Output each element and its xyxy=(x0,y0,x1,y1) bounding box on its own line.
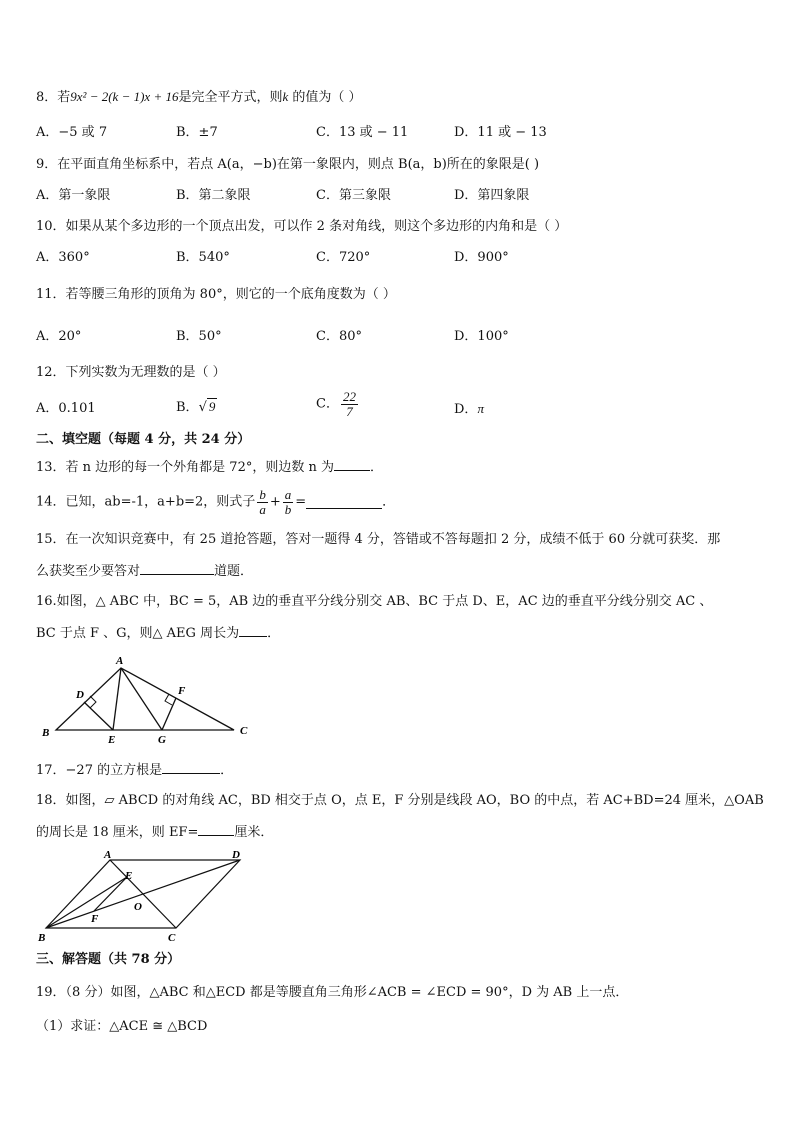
label-f: F xyxy=(178,685,186,697)
label-a: A xyxy=(104,849,112,861)
q18-line2-post: 厘米． xyxy=(234,825,274,840)
q14-answer-blank xyxy=(306,496,382,509)
q8-var: k xyxy=(282,89,289,104)
q8-suffix2: 的值为（ ） xyxy=(288,90,362,105)
question-18-line-2 xyxy=(36,823,273,842)
q8-expression: 9x² − 2(k − 1)x + 16 xyxy=(70,89,179,104)
q16-triangle-figure xyxy=(36,652,266,744)
question-17 xyxy=(36,761,233,780)
label-d: D xyxy=(76,689,84,701)
q12-option-a: A．0.101 xyxy=(36,401,96,416)
question-18-line-1: 18．如图，▱ ABCD 的对角线 AC，BD 相交于点 O，点 E，F 分别是线段 AO，BO 的中点，若 AC+BD=24 厘米，△OAB xyxy=(36,793,764,808)
question-8 xyxy=(36,88,362,107)
q12-option-c-label: C． xyxy=(316,396,339,412)
q18-line2-pre: 的周长是 18 厘米，则 EF= xyxy=(36,825,199,840)
section-3-heading: 三、解答题（共 78 分） xyxy=(36,952,181,967)
q14-f2-numerator: a xyxy=(284,487,292,502)
q8-prefix: 8．若 xyxy=(36,90,71,105)
q17-end: ． xyxy=(220,763,234,778)
q12-option-d-value: π xyxy=(477,401,484,416)
q10-option-a: A．360° xyxy=(36,250,90,265)
q18-answer-blank xyxy=(198,823,234,836)
question-13 xyxy=(36,458,383,477)
q18-parallelogram-figure xyxy=(34,848,250,944)
q10-option-d: D．900° xyxy=(454,250,509,265)
q8-option-a: A．−5 或 7 xyxy=(36,125,108,140)
q17-answer-blank xyxy=(162,761,220,774)
question-19-line-1: 19．（8 分）如图，△ABC 和△ECD 都是等腰直角三角形∠ACB = ∠ECD = 90°，D 为 AB 上一点． xyxy=(36,985,629,1000)
sqrt-symbol: √ 9 xyxy=(198,399,216,415)
q8-option-d: D．11 或 − 13 xyxy=(454,125,547,140)
right-angle-mark-d xyxy=(90,696,96,708)
q14-plus: + xyxy=(269,494,281,510)
question-15-line-2 xyxy=(36,562,253,581)
q12-option-b-radicand: 9 xyxy=(208,399,216,414)
section-2-heading: 二、填空题（每题 4 分，共 24 分） xyxy=(36,432,251,447)
q8-option-b: B．±7 xyxy=(176,125,218,140)
q10-option-b: B．540° xyxy=(176,250,230,265)
q16-line2-post: ． xyxy=(267,626,281,641)
q8-suffix: 是完全平方式，则 xyxy=(178,90,283,105)
q16-answer-blank xyxy=(239,624,267,637)
diagonal-bd xyxy=(46,860,240,928)
q12-option-d xyxy=(454,400,484,419)
q9-option-b: B．第二象限 xyxy=(176,188,251,203)
q14-fraction-1 xyxy=(257,488,268,517)
question-9: 9．在平面直角坐标系中，若点 A(a，−b)在第一象限内，则点 B(a，b)所在的象限是( ) xyxy=(36,157,540,172)
label-c: C xyxy=(240,725,248,737)
q14-f1-denominator: a xyxy=(259,502,266,517)
q12-option-b-label: B． xyxy=(176,400,199,415)
label-a: A xyxy=(116,655,124,667)
q12-option-b xyxy=(176,398,217,417)
q11-option-d: D．100° xyxy=(454,329,509,344)
question-14 xyxy=(36,488,395,517)
ae-line xyxy=(113,668,121,730)
question-15-line-1: 15．在一次知识竞赛中，有 25 道抢答题，答对一题得 4 分，答错或不答每题扣 2 分，成绩不低于 60 分就可获奖．那 xyxy=(36,532,721,547)
q11-option-c: C．80° xyxy=(316,329,362,344)
q16-line2-pre: BC 于点 F 、G，则△ AEG 周长为 xyxy=(36,626,240,641)
de-line xyxy=(84,702,113,730)
q13-answer-blank xyxy=(334,458,370,471)
q12-option-c-denominator: 7 xyxy=(346,404,353,419)
question-10: 10．如果从某个多边形的一个顶点出发，可以作 2 条对角线，则这个多边形的内角和是（ ） xyxy=(36,219,568,234)
q11-option-b: B．50° xyxy=(176,329,222,344)
q9-option-d: D．第四象限 xyxy=(454,188,530,203)
q15-line2-post: 道题． xyxy=(214,564,254,579)
q12-option-c-numerator: 22 xyxy=(342,389,356,404)
q9-option-a: A．第一象限 xyxy=(36,188,111,203)
q14-f1-numerator: b xyxy=(259,487,266,502)
q12-option-c-fraction xyxy=(341,390,358,419)
q8-option-c: C．13 或 − 11 xyxy=(316,125,409,140)
label-e: E xyxy=(125,870,133,882)
question-11: 11．若等腰三角形的顶角为 80°，则它的一个底角度数为（ ） xyxy=(36,287,396,302)
label-e: E xyxy=(108,734,116,744)
q10-option-c: C．720° xyxy=(316,250,371,265)
q13-text: 13．若 n 边形的每一个外角都是 72°，则边数 n 为 xyxy=(36,460,334,475)
q11-option-a: A．20° xyxy=(36,329,82,344)
q14-f2-denominator: b xyxy=(284,502,292,517)
q12-option-c xyxy=(316,390,360,419)
q14-equals: = xyxy=(295,494,307,510)
q17-text: 17．−27 的立方根是 xyxy=(36,763,163,778)
q12-option-d-label: D． xyxy=(454,402,478,417)
label-d: D xyxy=(232,849,240,861)
question-16-line-1: 16.如图，△ ABC 中，BC = 5，AB 边的垂直平分线分别交 AB、BC 于点 D、E，AC 边的垂直平分线分别交 AC 、 xyxy=(36,594,713,609)
question-12: 12．下列实数为无理数的是（ ） xyxy=(36,365,226,380)
q15-line2-pre: 么获奖至少要答对 xyxy=(36,564,141,579)
label-b: B xyxy=(42,727,50,739)
label-o: O xyxy=(134,901,142,913)
question-16-line-2 xyxy=(36,624,280,643)
question-19-line-2: （1）求证：△ACE ≅ △BCD xyxy=(36,1019,208,1034)
q14-end: ． xyxy=(382,494,396,510)
q9-option-c: C．第三象限 xyxy=(316,188,391,203)
q14-prefix: 14．已知，ab=-1，a+b=2，则式子 xyxy=(36,494,256,510)
q13-end: ． xyxy=(370,460,384,475)
label-b: B xyxy=(38,932,46,944)
q14-fraction-2 xyxy=(283,488,294,517)
label-g: G xyxy=(158,734,166,744)
ag-line xyxy=(121,668,162,730)
label-c: C xyxy=(168,932,176,944)
label-f: F xyxy=(91,913,99,925)
q15-answer-blank xyxy=(140,562,214,575)
